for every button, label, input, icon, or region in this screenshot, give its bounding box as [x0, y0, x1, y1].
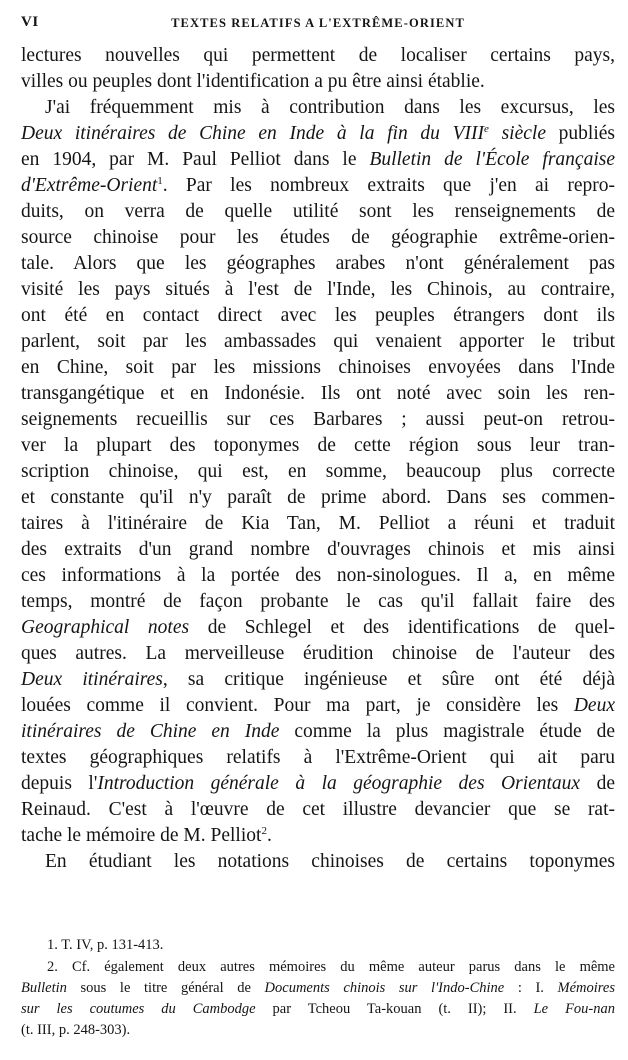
page-number: VI: [21, 14, 39, 30]
text-line: et constante qu'il n'y paraît de prime abord. Dans ses commen-: [21, 487, 615, 508]
text-line: taires à l'itinéraire de Kia Tan, M. Pelliot a réuni et traduit: [21, 513, 615, 534]
text-line: tale. Alors que les géographes arabes n'ont généralement pas: [21, 253, 615, 274]
text-line: itinéraires de Chine en Inde comme la plus magistrale étude de: [21, 721, 615, 742]
text-line: en Chine, soit par les missions chinoises envoyées dans l'Inde: [21, 357, 615, 378]
text-line: des extraits d'un grand nombre d'ouvrages chinois et mis ainsi: [21, 539, 615, 560]
text-line: ver la plupart des toponymes de cette région sous leur tran-: [21, 435, 615, 456]
footnote-2-line: 2. Cf. également deux autres mémoires du même auteur parus dans le même: [47, 959, 615, 975]
text-line: Deux itinéraires de Chine en Inde à la fin du VIIIe siècle publiés: [21, 123, 615, 144]
text-line: J'ai fréquemment mis à contribution dans les excursus, les: [45, 97, 615, 118]
text-line: En étudiant les notations chinoises de certains toponymes: [45, 851, 615, 872]
text-line: d'Extrême-Orient$^1$. Par les nombreux extraits que j'en ai repro-: [21, 175, 615, 196]
text-line: villes ou peuples dont l'identification a pu être ainsi établie.: [21, 71, 485, 92]
footnote-2-line: (t. III, p. 248-303).: [21, 1022, 131, 1038]
footnote-ref: 1: [157, 175, 163, 187]
text-line: scription chinoise, qui est, en somme, beaucoup plus correcte: [21, 461, 615, 482]
footnote-ref: 2: [261, 825, 267, 837]
page-header: [21, 14, 615, 34]
footnote-2-line: Bulletin sous le titre général de Documents chinois sur l'Indo-Chine : I. Mémoires: [21, 980, 615, 996]
text-line: louées comme il convient. Pour ma part, je considère les Deux: [21, 695, 615, 716]
text-line: seignements recueillis sur ces Barbares ; aussi peut-on retrou-: [21, 409, 615, 430]
text-line: parlent, soit par les ambassades qui venaient apporter le tribut: [21, 331, 615, 352]
text-line: temps, montré de façon probante le cas qu'il fallait faire des: [21, 591, 615, 612]
text-line: textes géographiques relatifs à l'Extrême-Orient qui ait paru: [21, 747, 615, 768]
text-line: Geographical notes de Schlegel et des identifications de quel-: [21, 617, 615, 638]
footnote-2-line: sur les coutumes du Cambodge par Tcheou Ta-kouan (t. II); II. Le Fou-nan: [21, 1001, 616, 1017]
text-line: ques autres. La merveilleuse érudition chinoise de l'auteur des: [21, 643, 615, 664]
running-title: TEXTES RELATIFS A L'EXTRÊME-ORIENT: [171, 16, 465, 30]
text-line: depuis l'Introduction générale à la géographie des Orientaux de: [21, 773, 615, 794]
text-line: lectures nouvelles qui permettent de localiser certains pays,: [21, 45, 615, 66]
text-line: Reinaud. C'est à l'œuvre de cet illustre devancier que se rat-: [21, 799, 615, 820]
text-line: transgangétique et en Indonésie. Ils ont noté avec soin les ren-: [21, 383, 615, 404]
text-line: ont été en contact direct avec les peuples étrangers dont ils: [21, 305, 615, 326]
text-line: Deux itinéraires, sa critique ingénieuse et sûre ont été déjà: [21, 669, 615, 690]
text-line: tache le mémoire de M. Pelliot$^2$.: [21, 825, 272, 846]
text-line: source chinoise pour les études de géographie extrême-orien-: [21, 227, 615, 248]
text-line: visité les pays situés à l'est de l'Inde, les Chinois, au contraire,: [21, 279, 615, 300]
footnote-1: 1. T. IV, p. 131-413.: [47, 937, 164, 953]
text-line: en 1904, par M. Paul Pelliot dans le Bulletin de l'École française: [21, 149, 615, 170]
text-line: duits, on verra de quelle utilité sont les renseignements de: [21, 201, 615, 222]
text-line: ces informations à la portée des non-sinologues. Il a, en même: [21, 565, 615, 586]
